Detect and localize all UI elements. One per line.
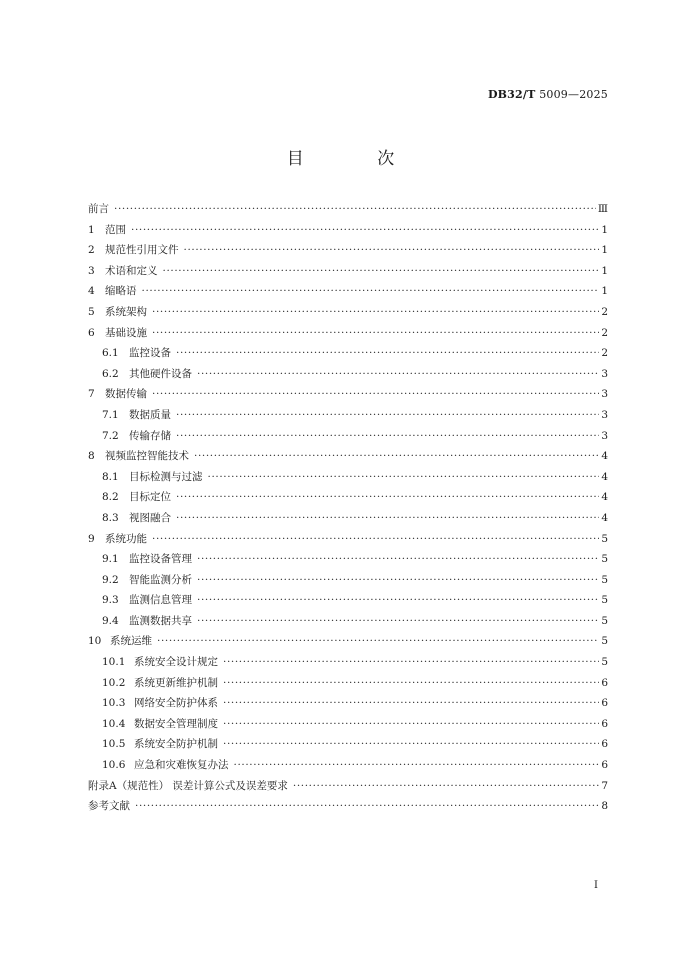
toc-leader-dots bbox=[176, 426, 599, 447]
toc-entry-number: 7.1 bbox=[102, 408, 119, 421]
toc-leader-dots bbox=[197, 611, 599, 632]
toc-entry-label: 监控设备管理 bbox=[129, 553, 192, 566]
toc-entry-page: 5 bbox=[601, 656, 608, 669]
toc-entry-title bbox=[102, 673, 218, 694]
toc-entry[interactable] bbox=[88, 487, 608, 508]
toc-entry[interactable] bbox=[88, 693, 608, 714]
toc-leader-dots bbox=[152, 302, 599, 323]
toc-entry-title bbox=[102, 570, 192, 591]
toc-entry[interactable] bbox=[88, 549, 608, 570]
toc-entry-number: 2 bbox=[88, 244, 95, 257]
toc-leader-dots bbox=[197, 590, 599, 611]
toc-entry[interactable] bbox=[88, 652, 608, 673]
toc-entry-number: 10.2 bbox=[102, 676, 126, 689]
toc-entry-title bbox=[88, 281, 137, 302]
toc-leader-dots bbox=[152, 529, 599, 550]
page-number: I bbox=[594, 880, 598, 891]
toc-entry-number: 4 bbox=[88, 285, 95, 298]
toc-entry[interactable] bbox=[88, 673, 608, 694]
toc-leader-dots bbox=[223, 714, 599, 735]
toc-entry-number: 6 bbox=[88, 326, 95, 339]
toc-leader-dots bbox=[176, 508, 599, 529]
toc-leader-dots bbox=[157, 631, 599, 652]
toc-entry-title bbox=[102, 487, 171, 508]
toc-entry-label: 基础设施 bbox=[105, 326, 147, 339]
toc-entry-page: 3 bbox=[601, 388, 608, 401]
toc-entry[interactable] bbox=[88, 240, 608, 261]
toc-entry-page: 3 bbox=[601, 367, 608, 380]
toc-entry[interactable] bbox=[88, 220, 608, 241]
toc-entry-number: 10.6 bbox=[102, 759, 126, 772]
toc-entry[interactable] bbox=[88, 776, 608, 797]
toc-entry-page: 5 bbox=[601, 594, 608, 607]
toc-entry[interactable] bbox=[88, 529, 608, 550]
toc-leader-dots bbox=[152, 384, 599, 405]
toc-entry-page: 4 bbox=[601, 511, 608, 524]
toc-entry[interactable] bbox=[88, 508, 608, 529]
toc-entry-label: 视频监控智能技术 bbox=[105, 450, 189, 463]
toc-entry-number: 10 bbox=[88, 635, 102, 648]
toc-entry-page: 6 bbox=[601, 676, 608, 689]
toc-entry-label: 监测数据共享 bbox=[129, 614, 192, 627]
toc-entry-number: 8.2 bbox=[102, 491, 119, 504]
toc-leader-dots bbox=[131, 220, 599, 241]
toc-entry-page: 3 bbox=[601, 429, 608, 442]
toc-entry-label: 规范性引用文件 bbox=[105, 244, 179, 257]
toc-entry-page: 5 bbox=[601, 635, 608, 648]
toc-entry-title bbox=[102, 343, 171, 364]
toc-leader-dots bbox=[293, 776, 599, 797]
toc-entry-page: 6 bbox=[601, 759, 608, 772]
toc-entry-label: 附录A（规范性） 误差计算公式及误差要求 bbox=[88, 779, 288, 792]
toc-entry-title bbox=[88, 240, 179, 261]
toc-entry-label: 范围 bbox=[105, 223, 126, 236]
toc-entry-label: 系统安全防护机制 bbox=[134, 738, 218, 751]
toc-entry-page: 3 bbox=[601, 408, 608, 421]
toc-leader-dots bbox=[135, 796, 599, 817]
toc-entry[interactable] bbox=[88, 734, 608, 755]
toc-entry-title bbox=[88, 776, 288, 797]
toc-entry-title bbox=[88, 220, 126, 241]
toc-entry-page: 4 bbox=[601, 450, 608, 463]
toc-entry-label: 系统更新维护机制 bbox=[134, 676, 218, 689]
toc-entry-title bbox=[88, 796, 130, 817]
toc-entry-label: 数据质量 bbox=[129, 408, 171, 421]
toc-entry-page: 8 bbox=[601, 800, 608, 813]
toc-entry-number: 8 bbox=[88, 450, 95, 463]
toc-entry-page: 1 bbox=[601, 264, 608, 277]
toc-entry-title bbox=[102, 590, 192, 611]
toc-entry-label: 术语和定义 bbox=[105, 264, 158, 277]
toc-entry-title bbox=[102, 467, 203, 488]
toc-leader-dots bbox=[114, 199, 596, 220]
toc-entry-page: Ⅲ bbox=[597, 203, 608, 215]
toc-entry[interactable] bbox=[88, 631, 608, 652]
toc-entry-title bbox=[102, 755, 229, 776]
toc-entry-page: 4 bbox=[601, 470, 608, 483]
toc-entry[interactable] bbox=[88, 755, 608, 776]
toc-entry-number: 6.1 bbox=[102, 347, 119, 360]
toc-entry-label: 监测信息管理 bbox=[129, 594, 192, 607]
toc-entry-label: 网络安全防护体系 bbox=[134, 697, 218, 710]
toc-entry[interactable] bbox=[88, 590, 608, 611]
toc-entry[interactable] bbox=[88, 467, 608, 488]
toc-entry-number: 9.4 bbox=[102, 614, 119, 627]
toc-entry[interactable] bbox=[88, 570, 608, 591]
toc-entry[interactable] bbox=[88, 426, 608, 447]
toc-entry[interactable] bbox=[88, 343, 608, 364]
toc-entry[interactable] bbox=[88, 405, 608, 426]
toc-entry-page: 5 bbox=[601, 532, 608, 545]
toc-entry-label: 监控设备 bbox=[129, 347, 171, 360]
toc-entry-number: 5 bbox=[88, 305, 95, 318]
toc-entry-title bbox=[102, 549, 192, 570]
toc-entry[interactable] bbox=[88, 323, 608, 344]
toc-entry-page: 1 bbox=[601, 223, 608, 236]
toc-leader-dots bbox=[223, 734, 599, 755]
page-title: 目 次 bbox=[286, 149, 429, 169]
toc-leader-dots bbox=[223, 693, 599, 714]
toc-leader-dots bbox=[152, 323, 599, 344]
toc-entry-number: 7 bbox=[88, 388, 95, 401]
toc-leader-dots bbox=[184, 240, 600, 261]
toc-entry-page: 4 bbox=[601, 491, 608, 504]
toc-entry-label: 应急和灾难恢复办法 bbox=[134, 759, 229, 772]
toc-leader-dots bbox=[234, 755, 600, 776]
toc-entry-title bbox=[102, 364, 192, 385]
toc-entry-label: 目标检测与过滤 bbox=[129, 470, 203, 483]
toc-leader-dots bbox=[176, 343, 599, 364]
toc-entry-number: 8.1 bbox=[102, 470, 119, 483]
toc-entry-number: 1 bbox=[88, 223, 95, 236]
toc-leader-dots bbox=[197, 364, 599, 385]
toc-entry[interactable] bbox=[88, 611, 608, 632]
table-of-contents bbox=[88, 199, 608, 817]
toc-entry-title bbox=[102, 426, 171, 447]
toc-entry-label: 系统安全设计规定 bbox=[134, 656, 218, 669]
toc-entry-label: 目标定位 bbox=[129, 491, 171, 504]
toc-entry-title bbox=[88, 261, 158, 282]
toc-entry-number: 10.4 bbox=[102, 717, 126, 730]
toc-entry-page: 2 bbox=[601, 305, 608, 318]
toc-leader-dots bbox=[142, 281, 600, 302]
toc-entry[interactable] bbox=[88, 302, 608, 323]
toc-entry-label: 数据传输 bbox=[105, 388, 147, 401]
toc-entry[interactable] bbox=[88, 281, 608, 302]
toc-entry-title bbox=[88, 199, 109, 220]
toc-entry-title bbox=[102, 714, 218, 735]
toc-entry[interactable] bbox=[88, 364, 608, 385]
toc-leader-dots bbox=[197, 570, 599, 591]
toc-leader-dots bbox=[163, 261, 600, 282]
toc-leader-dots bbox=[223, 652, 599, 673]
toc-entry-number: 9 bbox=[88, 532, 95, 545]
toc-entry-page: 6 bbox=[601, 697, 608, 710]
toc-entry-title bbox=[102, 734, 218, 755]
document-code-prefix: DB32/T bbox=[487, 88, 536, 101]
toc-entry-page: 5 bbox=[601, 573, 608, 586]
toc-entry-title bbox=[102, 652, 218, 673]
toc-leader-dots bbox=[208, 467, 600, 488]
toc-entry-title bbox=[102, 611, 192, 632]
document-code bbox=[488, 88, 608, 101]
toc-entry-number: 3 bbox=[88, 264, 95, 277]
toc-entry-number: 10.5 bbox=[102, 738, 126, 751]
toc-entry[interactable] bbox=[88, 446, 608, 467]
toc-entry-label: 智能监测分析 bbox=[129, 573, 192, 586]
toc-entry-label: 其他硬件设备 bbox=[129, 367, 192, 380]
toc-entry-label: 系统架构 bbox=[105, 305, 147, 318]
toc-entry-page: 5 bbox=[601, 553, 608, 566]
toc-leader-dots bbox=[176, 405, 599, 426]
toc-entry-page: 1 bbox=[601, 285, 608, 298]
toc-entry-page: 6 bbox=[601, 717, 608, 730]
toc-entry[interactable] bbox=[88, 384, 608, 405]
toc-entry-page: 1 bbox=[601, 244, 608, 257]
toc-entry-number: 7.2 bbox=[102, 429, 119, 442]
toc-entry-number: 9.1 bbox=[102, 553, 119, 566]
toc-entry-title bbox=[88, 302, 147, 323]
toc-entry-label: 系统功能 bbox=[105, 532, 147, 545]
toc-entry-number: 9.2 bbox=[102, 573, 119, 586]
toc-entry-number: 8.3 bbox=[102, 511, 119, 524]
toc-entry-label: 参考文献 bbox=[88, 800, 130, 813]
toc-entry-label: 传输存储 bbox=[129, 429, 171, 442]
toc-leader-dots bbox=[194, 446, 599, 467]
toc-entry-number: 9.3 bbox=[102, 594, 119, 607]
toc-entry-number: 10.1 bbox=[102, 656, 126, 669]
toc-leader-dots bbox=[197, 549, 599, 570]
toc-entry-title bbox=[88, 631, 152, 652]
toc-entry-title bbox=[102, 693, 218, 714]
toc-entry-title bbox=[102, 508, 171, 529]
toc-entry-title bbox=[88, 446, 189, 467]
toc-entry[interactable] bbox=[88, 261, 608, 282]
toc-entry-label: 系统运维 bbox=[110, 635, 152, 648]
toc-entry-label: 缩略语 bbox=[105, 285, 137, 298]
toc-entry-title bbox=[88, 529, 147, 550]
toc-entry-label: 视图融合 bbox=[129, 511, 171, 524]
toc-entry-label: 数据安全管理制度 bbox=[134, 717, 218, 730]
toc-entry-page: 2 bbox=[601, 347, 608, 360]
toc-entry-title bbox=[88, 323, 147, 344]
toc-entry[interactable] bbox=[88, 714, 608, 735]
document-code-number: 5009—2025 bbox=[539, 88, 608, 101]
toc-entry-page: 5 bbox=[601, 614, 608, 627]
toc-entry-label: 前言 bbox=[88, 203, 109, 215]
toc-entry-number: 6.2 bbox=[102, 367, 119, 380]
toc-entry[interactable] bbox=[88, 796, 608, 817]
toc-leader-dots bbox=[176, 487, 599, 508]
toc-entry-number: 10.3 bbox=[102, 697, 126, 710]
toc-entry[interactable] bbox=[88, 199, 608, 220]
toc-entry-page: 7 bbox=[601, 779, 608, 792]
toc-leader-dots bbox=[223, 673, 599, 694]
toc-entry-page: 2 bbox=[601, 326, 608, 339]
toc-entry-title bbox=[102, 405, 171, 426]
toc-entry-page: 6 bbox=[601, 738, 608, 751]
toc-entry-title bbox=[88, 384, 147, 405]
